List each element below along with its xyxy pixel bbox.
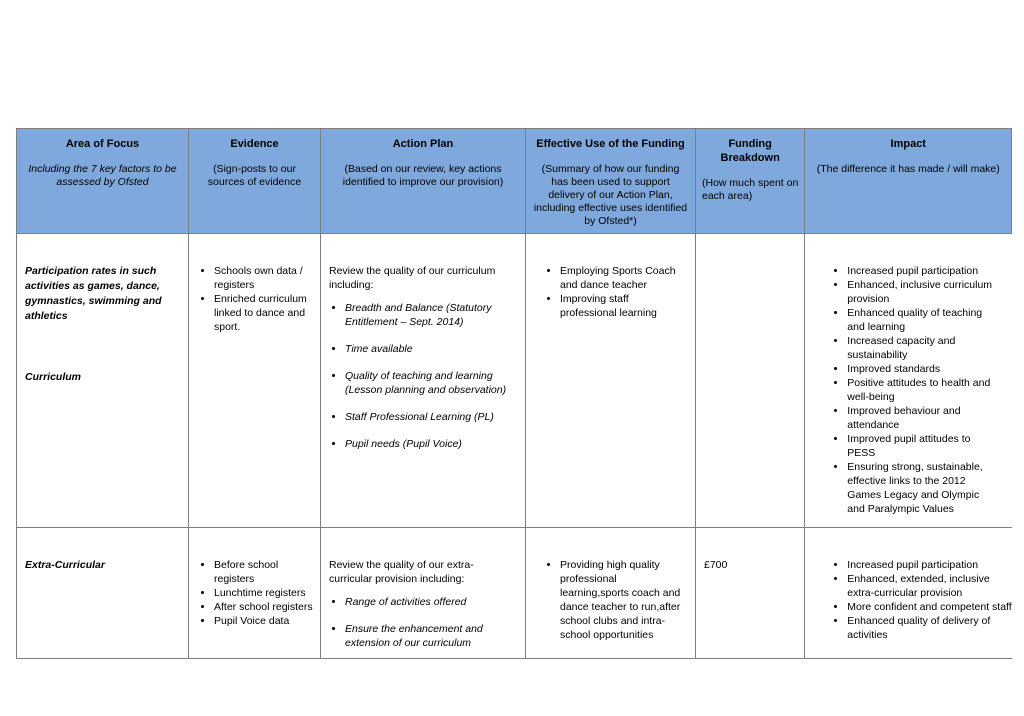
evidence-list: [197, 264, 314, 334]
bullet-item: • Improved standards: [847, 362, 1011, 376]
area-title: Participation rates in such activities as games, dance, gymnastics, swimming and athletics: [25, 265, 162, 322]
action-list: [329, 301, 519, 451]
column-subtitle: Including the 7 key factors to be assessed by Ofsted: [28, 163, 177, 188]
cell-area-of-focus: [17, 234, 189, 528]
bullet-item: • Improving staff professional learning: [560, 292, 689, 320]
header-action-plan: [321, 129, 526, 234]
bullet-item: • Staff Professional Learning (PL): [345, 410, 519, 424]
evidence-list: [197, 558, 314, 628]
action-intro: Review the quality of our curriculum including:: [329, 265, 496, 291]
bullet-item: • Pupil Voice data: [214, 614, 314, 628]
bullet-item: • After school registers: [214, 600, 314, 614]
area-title: Extra-Curricular: [25, 559, 105, 571]
bullet-item: • More confident and competent staff: [847, 600, 1011, 614]
bullet-item: • Improved pupil attitudes to PESS: [847, 432, 1011, 460]
bullet-item: • Improved behaviour and attendance: [847, 404, 1011, 432]
bullet-item: • Increased pupil participation: [847, 264, 1011, 278]
row-curriculum: [17, 234, 1012, 528]
header-impact: [805, 129, 1012, 234]
cell-impact: [805, 528, 1012, 659]
column-title: Effective Use of the Funding: [536, 138, 685, 150]
column-subtitle: (Based on our review, key actions identified to improve our provision): [342, 163, 504, 188]
column-subtitle: (Summary of how our funding has been used to support delivery of our Action Plan, including effective uses identified by Ofsted*): [533, 163, 688, 227]
action-list: [329, 595, 519, 650]
funding-use-list: [534, 558, 689, 642]
bullet-item: • Enhanced, extended, inclusive extra-curricular provision: [847, 572, 1011, 600]
bullet-item: • Providing high quality professional learning,sports coach and dance teacher to run,after school clubs and intra- school opportunities: [560, 558, 689, 642]
header-effective-use: [526, 129, 696, 234]
cell-effective-use: [526, 528, 696, 659]
cell-evidence: [189, 234, 321, 528]
bullet-item: • Quality of teaching and learning (Lesson planning and observation): [345, 369, 519, 397]
column-title: Funding Breakdown: [720, 138, 780, 164]
header-area-of-focus: [17, 129, 189, 234]
bullet-item: • Enhanced, inclusive curriculum provision: [847, 278, 1011, 306]
bullet-item: • Increased pupil participation: [847, 558, 1011, 572]
bullet-item: • Enriched curriculum linked to dance and sport.: [214, 292, 314, 334]
column-title: Evidence: [230, 138, 279, 150]
bullet-item: • Ensure the enhancement and extension of our curriculum: [345, 622, 519, 650]
bullet-item: • Lunchtime registers: [214, 586, 314, 600]
cell-action-plan: [321, 528, 526, 659]
bullet-item: • Increased capacity and sustainability: [847, 334, 1011, 362]
column-title: Area of Focus: [65, 138, 140, 150]
bullet-item: • Schools own data / registers: [214, 264, 314, 292]
column-subtitle: (Sign-posts to our sources of evidence: [207, 163, 302, 188]
impact-list: [813, 264, 1011, 516]
cell-area-of-focus: [17, 528, 189, 659]
bullet-item: • Enhanced quality of delivery of activities: [847, 614, 1011, 642]
header-funding-breakdown: [696, 129, 805, 234]
action-intro: Review the quality of our extra- curricular provision including:: [329, 559, 474, 585]
cell-evidence: [189, 528, 321, 659]
header-row: [17, 129, 1012, 234]
header-evidence: [189, 129, 321, 234]
funding-use-list: [534, 264, 689, 320]
bullet-item: • Enhanced quality of teaching and learning: [847, 306, 1011, 334]
column-title: Action Plan: [392, 138, 454, 150]
bullet-item: • Breadth and Balance (Statutory Entitlement – Sept. 2014): [345, 301, 519, 329]
bullet-item: • Employing Sports Coach and dance teacher: [560, 264, 689, 292]
bullet-item: • Before school registers: [214, 558, 314, 586]
row-extra-curricular: [17, 528, 1012, 659]
column-title: Impact: [890, 138, 926, 150]
column-subtitle: (How much spent on each area): [702, 177, 799, 202]
cell-action-plan: [321, 234, 526, 528]
bullet-item: • Pupil needs (Pupil Voice): [345, 437, 519, 451]
cell-funding-breakdown: [696, 234, 805, 528]
cell-impact: [805, 234, 1012, 528]
column-subtitle: (The difference it has made / will make): [816, 163, 1000, 175]
bullet-item: • Time available: [345, 342, 519, 356]
cell-effective-use: [526, 234, 696, 528]
bullet-item: • Ensuring strong, sustainable, effective links to the 2012 Games Legacy and Olympic and Paralympic Values: [847, 460, 1011, 516]
bullet-item: • Range of activities offered: [345, 595, 519, 609]
cell-funding-breakdown: £700: [696, 528, 805, 659]
bullet-item: • Positive attitudes to health and well-being: [847, 376, 1011, 404]
pe-funding-table: [16, 128, 1012, 659]
area-label: Curriculum: [25, 371, 82, 383]
impact-list: [813, 558, 1011, 642]
